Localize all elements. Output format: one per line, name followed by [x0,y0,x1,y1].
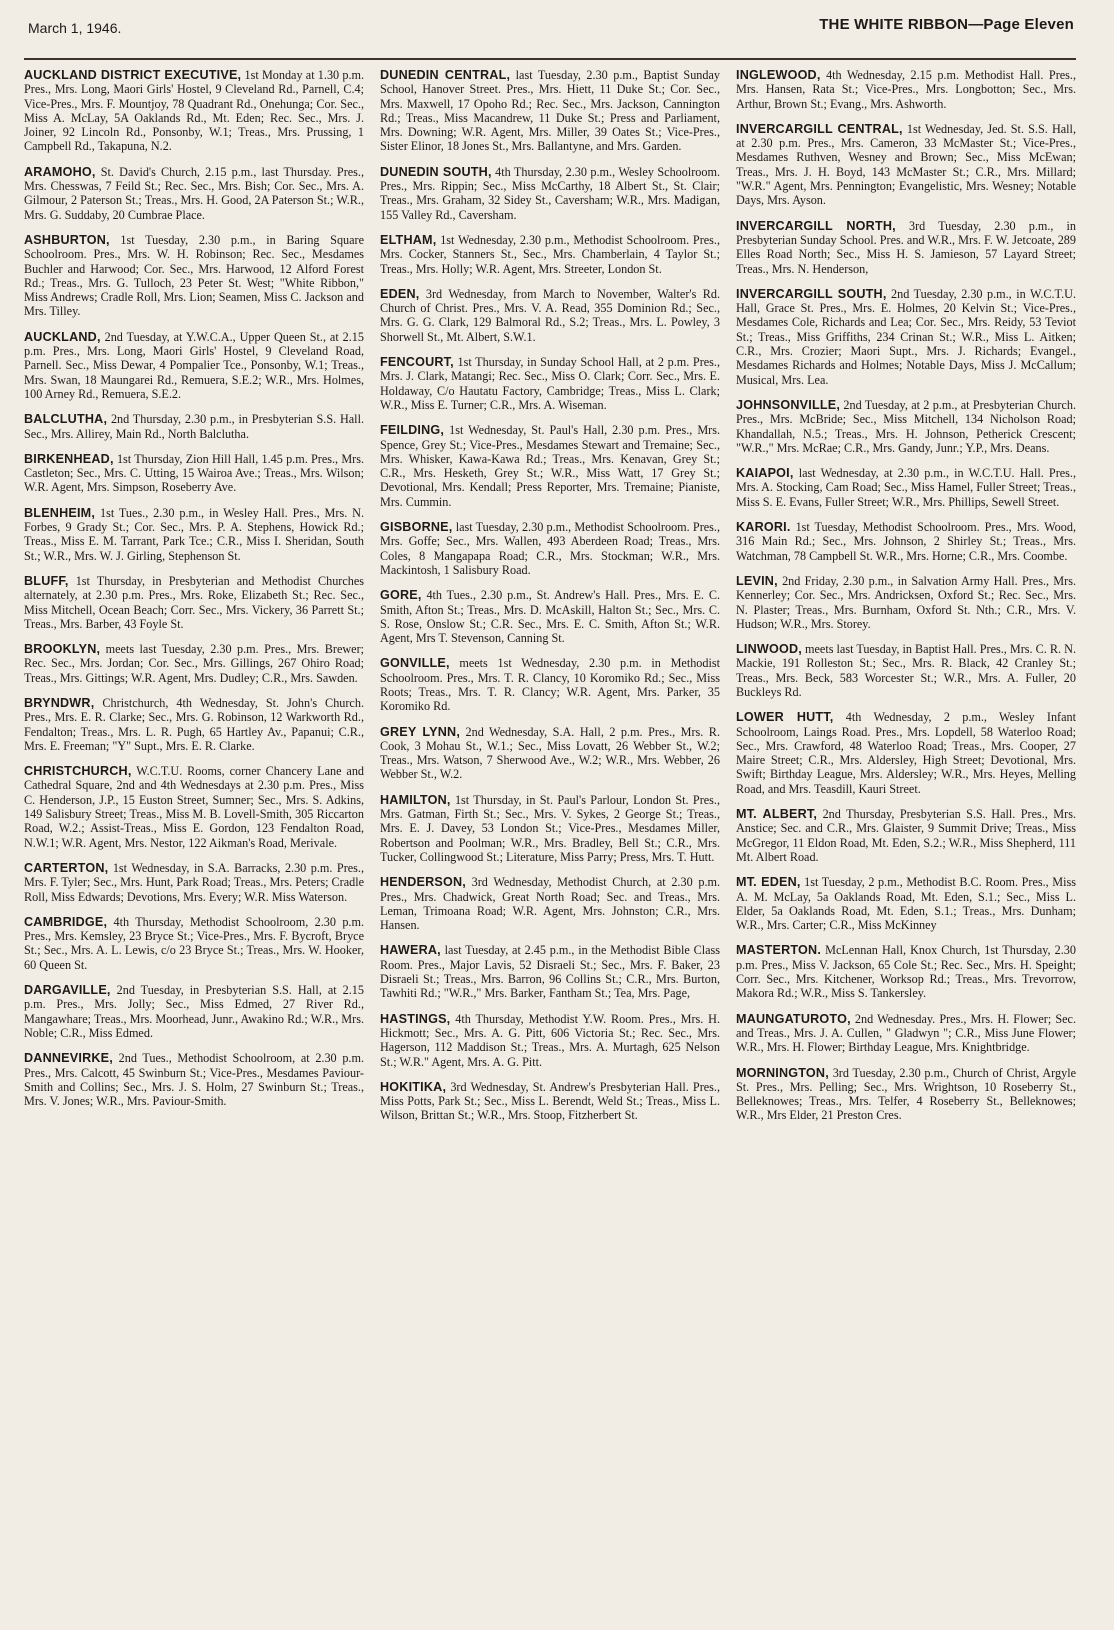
branch-entry [736,122,1076,208]
branch-entry [736,943,1076,1000]
branch-details: 3rd Wednesday, Methodist Church, at 2.30 p.m. Pres., Mrs. Chadwick, Great North Road; Sec. and Treas., Mrs. Leman, Trimoana Road; W.R. Agent, Mrs. Johnston; C.R., Mrs. Hansen. [380,875,720,933]
branch-details: 4th Thursday, Methodist Y.W. Room. Pres., Mrs. H. Hickmott; Sec., Mrs. A. G. Pitt, 606 Victoria St.; Rec. Sec., Mrs. Hagerson, 112 Maddison St.; Treas., Mrs. A. Murtagh, 625 Nelson St.; W.R." Agent, Mrs. A. G. Pitt. [380,1011,720,1069]
branch-name: DANNEVIRKE, [24,1051,113,1066]
branch-name: BLENHEIM, [24,505,96,520]
branch-name: LINWOOD, [736,642,802,657]
branch-details: last Tuesday, at 2.45 p.m., in the Methodist Bible Class Room. Pres., Major Lavis, 52 Disraeli St.; Sec., Mrs. F. Baker, 23 Disraeli St.; Treas., Mrs. Barron, 96 Collins St.; C.R., Mrs. Burton, Tawhiti Rd.; "W.R.," Mrs. Barker, Fantham St.; Tea, Mrs. Page, [380,943,720,1001]
branch-details: meets last Tuesday, 2.30 p.m. Pres., Mrs. Brewer; Rec. Sec., Mrs. Jordan; Cor. Sec., Mrs. Gillings, 267 Ohiro Road; Treas., Mrs. Gittings; W.R. Agent, Mrs. Dudley; C.R., Mrs. Sawden. [24,642,364,685]
branch-name: BALCLUTHA, [24,412,108,427]
branch-name: FEILDING, [380,423,445,438]
branch-details: meets last Tuesday, in Baptist Hall. Pres., Mrs. C. R. N. Mackie, 191 Rolleston St.; Sec., Mrs. R. Black, 42 Cranley St.; Treas., Mrs. Beck, 583 Worcester St.; W.R., Mrs. A. Fuller, 20 Buckleys Rd. [736,642,1076,699]
branch-name: HAWERA, [380,943,441,958]
branch-name: MT. ALBERT, [736,807,818,822]
branch-name: BROOKLYN, [24,642,101,657]
branch-entry [380,233,720,276]
branch-details: 2nd Thursday, Presbyterian S.S. Hall. Pres., Mrs. Anstice; Sec. and C.R., Mrs. Glaister, 9 Summit Drive; Treas., Miss McGregor, 11 Eldon Road, Mt. Eden, S.2.; W.R., Miss Shepherd, 111 Mt. Albert Road. [736,807,1076,864]
branch-name: DUNEDIN CENTRAL, [380,68,511,82]
branch-name: FENCOURT, [380,355,454,370]
branch-details: 1st Wednesday, Jed. St. S.S. Hall, at 2.30 p.m. Pres., Mrs. Cameron, 33 McMaster St.; Vice-Pres., Mesdames Ruthven, Wesney and Brown; Sec., Miss McEwan; Treas., Mrs. J. H. Boyd, 143 McMaster St.; C.R., Mrs. Millard; "W.R." Agent, Mrs. Pennington; Evangelistic, Mrs. Wesney; Notable Days, Mrs. Ayson. [736,121,1076,208]
branch-entry [24,764,364,850]
branch-details: Christchurch, 4th Wednesday, St. John's Church. Pres., Mrs. E. R. Clarke; Sec., Mrs. G. Robinson, 12 Warkworth Rd., Fendalton; Treas., Mrs. L. R. Pugh, 65 Hartley Av., Papanui; C.R., Mrs. E. Freeman; "Y" Supt., Mrs. E. R. Clarke. [24,695,364,753]
branch-entry [736,710,1076,796]
branch-details: 2nd Friday, 2.30 p.m., in Salvation Army Hall. Pres., Mrs. Kennerley; Cor. Sec., Mrs. Andricksen, Oxford St.; Rec. Sec., Mrs. N. Plaster; Treas., Mrs. Burnham, Oxford St. Nth.; C.R., Mrs. V. Hudson; W.R., Mrs. Storey. [736,573,1076,631]
branch-entry [380,68,720,154]
branch-entry [736,875,1076,932]
branch-entry [736,466,1076,509]
branch-entry [380,793,720,864]
branch-name: CARTERTON, [24,860,109,875]
branch-name: ASHBURTON, [24,232,110,247]
column-3 [736,68,1076,1618]
branch-name: ARAMOHO, [24,164,96,179]
branch-name: DARGAVILLE, [24,983,111,998]
branch-name: EDEN, [380,286,420,301]
branch-entry [736,398,1076,455]
branch-entry [380,875,720,932]
branch-details: 1st Monday at 1.30 p.m. Pres., Mrs. Long, Maori Girls' Hostel, 9 Cleveland Rd., Parnell, C.4; Vice-Pres., Mrs. F. Mountjoy, 78 Quadrant Rd., Onehunga; Cor. Sec., Miss A. McLay, 5A Oaklands Rd., Mt. Eden; Rec. Sec., Mrs. J. Joiner, 92 Lincoln Rd., Ponsonby, W.1; Treas., Mrs. Prussing, 1 Campbell Rd., Takapuna, N.2. [24,68,364,154]
branch-entry [24,412,364,441]
branch-entry [24,506,364,563]
branch-entry [24,696,364,753]
branch-details: 3rd Tuesday, 2.30 p.m., Church of Christ, Argyle St. Pres., Mrs. Pelling; Sec., Mrs. Wrightson, 10 Roseberry St., Belleknowes; Treas., Mrs. Telfer, 4 Roseberry St., Belleknowes; W.R., Mrs Elder, 21 Preston Cres. [736,1065,1076,1123]
branch-entry [736,807,1076,864]
branch-details: 3rd Tuesday, 2.30 p.m., in Presbyterian Sunday School. Pres. and W.R., Mrs. F. W. Jetcoate, 289 Elles Road North; Sec., Miss H. S. Jamieson, 57 Layard Street; Treas., Mrs. N. Henderson, [736,218,1076,276]
branch-entry [380,1080,720,1123]
branch-name: BIRKENHEAD, [24,451,114,466]
publication-title: THE WHITE RIBBON—Page Eleven [819,16,1074,33]
branch-name: MASTERTON. [736,943,822,958]
branch-entry [736,1012,1076,1055]
branch-details: 2nd Tues., Methodist Schoolroom, at 2.30 p.m. Pres., Mrs. Calcott, 45 Swinburn St.; Vice-Pres., Mesdames Paviour-Smith and Collins; Sec., Mrs. J. S. Holm, 27 Swinburn St.; Treas., Mrs. V. Jones; W.R., Mrs. Paviour-Smith. [24,1051,364,1109]
branch-name: CAMBRIDGE, [24,914,108,929]
branch-details: 2nd Tuesday, 2.30 p.m., in W.C.T.U. Hall, Grace St. Pres., Mrs. E. Holmes, 20 Kelvin St.; Vice-Pres., Mesdames Cole, Richards and Lea; Cor. Sec., Mrs. Reidy, 53 Teviot St.; Treas., Miss Griffiths, 234 Crinan St.; W.R., Miss L. Aitken; C.R., Mrs. Crozier; Maori Supt., Mrs. J. Richards; Evangel., Mesdames Richards and Holmes; Notable Days, Miss J. McCallum; Musical, Mrs. Lea. [736,286,1076,387]
branch-details: 4th Tues., 2.30 p.m., St. Andrew's Hall. Pres., Mrs. E. C. Smith, Afton St.; Treas., Mrs. D. McAskill, Halton St.; Sec., Mrs. C. S. Rose, Onslow St.; C.R. Sec., Mrs. E. C. Smith, Afton St.; W.R. Agent, Mrs T. Stevenson, Canning St. [380,588,720,646]
branch-details: 1st Thursday, in St. Paul's Parlour, London St. Pres., Mrs. Gatman, Firth St.; Sec., Mrs. V. Sykes, 2 George St.; Treas., Mrs. E. J. Davey, 53 London St.; Vice-Pres., Mesdames Miller, Robertson and Poolman; W.R., Mrs. Bradley, Bell St.; C.R., Mrs. Tucker, Collingwood St.; Literature, Miss Parry; Press, Mrs. T. Hutt. [380,792,720,864]
branch-entry [380,355,720,412]
branch-details: McLennan Hall, Knox Church, 1st Thursday, 2.30 p.m. Pres., Miss V. Jackson, 65 Cole St.; Rec. Sec., Mrs. H. Speight; Corr. Sec., Mrs. Kitchener, Worksop Rd.; Treas., Mrs. Trevorrow, Makora Rd.; W.R., Miss S. Tankersley. [736,943,1076,1001]
branch-entry [24,330,364,401]
branch-name: INVERCARGILL CENTRAL, [736,121,903,136]
branch-details: 2nd Tuesday, in Presbyterian S.S. Hall, at 2.15 p.m. Pres., Mrs. Jolly; Sec., Miss Edmed, 27 River Rd., Mangawhare; Treas., Mrs. Moorhead, Junr., Awakino Rd.; W.R., Mrs. Noble; C.R., Miss Edmed. [24,983,364,1040]
branch-details: 4th Thursday, Methodist Schoolroom, 2.30 p.m. Pres., Mrs. Kemsley, 23 Bryce St.; Vice-Pres., Mrs. F. Bycroft, Bryce St.; Sec., Mrs. A. L. Lewis, c/o 23 Bryce St.; Treas., Mrs. W. Hooker, 60 Queen St. [24,914,364,972]
branch-name: MT. EDEN, [736,875,801,890]
page-header [28,14,1074,50]
branch-entry [736,68,1076,111]
branch-details: 1st Wednesday, St. Paul's Hall, 2.30 p.m. Pres., Mrs. Spence, Grey St.; Vice-Pres., Mesdames Stewart and Tremaine; Sec., Mrs. Whisker, Kawa-Kawa Rd.; Treas., Mrs. Kenavan, Grey St.; C.R., Mrs. Hesketh, Grey St.; W.R., Miss Watt, 17 Grey St.; Devotional, Mrs. Kendall; Press Reporter, Mrs. Tremaine; Pianiste, Mrs. Cummin. [380,423,720,509]
branch-entry [24,642,364,685]
branch-name: BLUFF, [24,573,69,588]
branch-name: GORE, [380,588,422,603]
branch-entry [736,1066,1076,1123]
branch-entry [736,642,1076,699]
branch-details: 3rd Wednesday, from March to November, Walter's Rd. Church of Christ. Pres., Mrs. V. A. Read, 355 Dominion Rd.; Sec., Mrs. G. G. Clark, 129 Balmoral Rd., S.2; Treas., Mrs. L. Powley, 3 Shorwell St., Mt. Albert, S.W.1. [380,286,720,344]
branch-details: meets 1st Wednesday, 2.30 p.m. in Methodist Schoolroom. Pres., Mrs. T. R. Clancy, 10 Koromiko Rd.; Sec., Miss Roots; Treas., Mrs. T. R. Clancy; W.R. Agent, Mrs. Parker, 35 Koromiko Rd. [380,656,720,714]
branch-name: INVERCARGILL SOUTH, [736,286,887,301]
branch-name: HOKITIKA, [380,1079,447,1094]
column-1 [24,68,364,1618]
branch-name: GREY LYNN, [380,724,461,739]
branch-name: CHRISTCHURCH, [24,764,132,779]
branch-entry [380,1012,720,1069]
branch-details: 2nd Tuesday, at Y.W.C.A., Upper Queen St., at 2.15 p.m. Pres., Mrs. Long, Maori Girls' Hostel, 9 Cleveland Road, Parnell. Sec., Miss Dewar, 4 Pompalier Tce., Ponsonby, W.1; Treas., Mrs. Swan, 18 Maungarei Rd., Remuera, S.E.2; W.R., Mrs. Holmes, 100 Arney Rd., Remuera, S.E.2. [24,329,364,401]
branch-details: 2nd Wednesday. Pres., Mrs. H. Flower; Sec. and Treas., Mrs. J. A. Cullen, " Gladwyn "; C.R., Miss June Flower; W.R., Mrs. H. Flower; Birthday League, Mrs. Knightbridge. [736,1011,1076,1055]
branch-entry [380,943,720,1000]
branch-details: 1st Thursday, in Sunday School Hall, at 2 p.m. Pres., Mrs. J. Clark, Matangi; Rec. Sec., Miss O. Clark; Corr. Sec., Mrs. E. Holdaway, C/o Hautatu Factory, Cambridge; Treas., Miss L. Clark; W.R., Miss E. Turner; C.R., Mrs. A. Wiseman. [380,355,720,412]
branch-details: 4th Wednesday, 2 p.m., Wesley Infant Schoolroom, Laings Road. Pres., Mrs. Lopdell, 58 Waterloo Road; Sec., Mrs. Crawford, 48 Waterloo Road; Treas., Mrs. Cooper, 27 Maire Street; C.R., Mrs. Aldersley, High Street; Devotional, Mrs. Swift; Birthday League, Mrs. Aldersley; W.R., Mrs. Heyes, Melling Road, and Mrs. Teasdill, Kauri Street. [736,710,1076,796]
branch-name: KAIAPOI, [736,466,794,481]
branch-details: 1st Thursday, Zion Hill Hall, 1.45 p.m. Pres., Mrs. Castleton; Sec., Mrs. C. Utting, 15 Wairoa Ave.; Treas., Mrs. Wilson; W.R. Agent, Mrs. Simpson, Roseberry Ave. [24,451,364,495]
branch-details: St. David's Church, 2.15 p.m., last Thursday. Pres., Mrs. Chesswas, 7 Feild St.; Rec. Sec., Mrs. Bish; Cor. Sec., Mrs. A. Gilmour, 2 Paterson St.; Treas., Mrs. H. Good, 2A Paterson St.; W.R., Mrs. G. Suddaby, 20 Cumbrae Place. [24,164,364,222]
branch-entry [736,219,1076,276]
header-rule [24,58,1076,60]
branch-entry [736,287,1076,387]
branch-entry [24,861,364,904]
branch-entry [24,165,364,222]
branch-name: INVERCARGILL NORTH, [736,218,896,233]
branch-entry [380,423,720,509]
branch-name: KARORI. [736,520,791,535]
branch-name: MAUNGATUROTO, [736,1011,851,1026]
branch-name: DUNEDIN SOUTH, [380,164,492,179]
branch-entry [24,233,364,319]
branch-details: 1st Wednesday, 2.30 p.m., Methodist Schoolroom. Pres., Mrs. Cocker, Stanners St., Sec., Mrs. Chamberlain, 4 Taylor St.; Treas., Mrs. Holly; W.R. Agent, Mrs. Streeter, London St. [380,232,720,276]
branch-directory [24,68,1076,1618]
branch-name: HENDERSON, [380,875,466,890]
branch-details: 4th Thursday, 2.30 p.m., Wesley Schoolroom. Pres., Mrs. Rippin; Sec., Miss McCarthy, 18 Albert St., St. Clair; Treas., Mrs. Graham, 32 Sidey St., Caversham; W.R., Mrs. Madigan, 155 Valley Rd., Caversham. [380,164,720,222]
branch-name: GONVILLE, [380,656,450,671]
branch-name: LOWER HUTT, [736,710,834,725]
branch-name: HAMILTON, [380,792,451,807]
branch-entry [24,574,364,631]
issue-date: March 1, 1946. [28,20,122,36]
branch-entry [380,287,720,344]
branch-name: AUCKLAND DISTRICT EXECUTIVE, [24,68,242,82]
branch-details: 2nd Thursday, 2.30 p.m., in Presbyterian S.S. Hall. Sec., Mrs. Allirey, Main Rd., North Balclutha. [24,412,364,441]
branch-details: 1st Tuesday, Methodist Schoolroom. Pres., Mrs. Wood, 316 Main Rd.; Sec., Mrs. Johnson, 2 Shirley St.; Treas., Mrs. Watchman, 78 Campbell St. W.R., Mrs. Horne; C.R., Mrs. Coombe. [736,520,1076,563]
branch-name: JOHNSONVILLE, [736,397,841,412]
branch-entry [380,725,720,782]
branch-entry [380,165,720,222]
branch-name: ELTHAM, [380,232,437,247]
branch-details: last Wednesday, at 2.30 p.m., in W.C.T.U. Hall. Pres., Mrs. A. Stocking, Cam Road; Sec., Miss Hamel, Fuller Street; Treas., Miss S. E. Evans, Fuller Street; W.R., Mrs. Phillips, Sewell Street. [736,466,1076,509]
branch-details: 1st Thursday, in Presbyterian and Methodist Churches alternately, at 2.30 p.m. Pres., Mrs. Roke, Elizabeth St.; Rec. Sec., Miss Mitchell, Ocean Beach; Corr. Sec., Mrs. Vickery, 36 Parrett St.; Treas., Mrs. Barber, 43 Foyle St. [24,573,364,631]
branch-details: last Tuesday, 2.30 p.m., Baptist Sunday School, Hanover Street. Pres., Mrs. Hiett, 11 Duke St.; Cor. Sec., Mrs. Maxwell, 17 Opoho Rd.; Rec. Sec., Mrs. Jackson, Cannington Rd.; Treas., Miss Macandrew, 11 Duke St.; Press and Parliament, Mrs. Downing; W.R. Agent, Mrs. Miller, 39 Oates St.; Vice-Pres., Sister Elinor, 18 Jones St., Mrs. Ballantyne, and Mrs. Garden. [380,68,720,154]
branch-entry [380,520,720,577]
branch-entry [24,983,364,1040]
column-2 [380,68,720,1618]
branch-name: BRYNDWR, [24,695,95,710]
branch-entry [24,68,364,154]
branch-entry [380,588,720,645]
branch-entry [24,915,364,972]
branch-name: GISBORNE, [380,520,453,535]
branch-details: 3rd Wednesday, St. Andrew's Presbyterian Hall. Pres., Miss Potts, Park St.; Sec., Miss L. Berendt, Weld St.; Treas., Miss L. Wilson, Brittan St.; W.R., Mrs. Stoop, Fitzherbert St. [380,1079,720,1123]
branch-name: HASTINGS, [380,1011,451,1026]
branch-details: 1st Wednesday, in S.A. Barracks, 2.30 p.m. Pres., Mrs. F. Tyler; Sec., Mrs. Hunt, Park Road; Treas., Mrs. Peters; Cradle Roll, Miss Edwards; Devotions, Mrs. Every; W.R. Miss Waterson. [24,860,364,904]
branch-entry [736,574,1076,631]
branch-name: MORNINGTON, [736,1065,829,1080]
branch-entry [736,520,1076,563]
branch-details: W.C.T.U. Rooms, corner Chancery Lane and Cathedral Square, 2nd and 4th Wednesdays at 2.30 p.m. Pres., Miss C. Henderson, J.P., 15 Euston Street, Sumner; Sec., Mrs. S. Adkins, 149 Salisbury Street; Treas., Miss M. B. Lovell-Smith, 305 Riccarton Road, W.2.; Assist-Treas., Miss E. Gordon, 123 Fendalton Road, N.W.1; W.R. Agent, Mrs. Nestor, 122 Aikman's Road, Merivale. [24,764,364,850]
branch-details: 2nd Wednesday, S.A. Hall, 2 p.m. Pres., Mrs. R. Cook, 3 Mohau St., W.1.; Sec., Miss Lovatt, 26 Webber St., W.2; Treas., Mrs. Watson, 7 Sherwood Ave., W.2; W.R., Mrs. Webber, 26 Webber St., W.2. [380,724,720,782]
branch-entry [380,656,720,713]
branch-entry [24,1051,364,1108]
branch-details: 1st Tues., 2.30 p.m., in Wesley Hall. Pres., Mrs. N. Forbes, 9 Grady St.; Cor. Sec., Mrs. P. A. Stephens, Howick Rd.; Treas., Miss E. M. Tarrant, Park Tce.; C.R., Miss I. Sheridan, South St.; W.R., Mrs. W. J. Girling, Stephenson St. [24,505,364,563]
branch-details: 1st Tuesday, 2 p.m., Methodist B.C. Room. Pres., Miss A. M. McLay, 5a Oaklands Road, Mt. Eden, S.1.; Sec., Miss L. Elder, 5a Oaklands Road, Mt. Eden, S.1.; Treas., Mrs. Dunham; W.R., Mrs. Carter; C.R., Miss McKinney [736,875,1076,933]
branch-details: 2nd Tuesday, at 2 p.m., at Presbyterian Church. Pres., Mrs. McBride; Sec., Miss Mitchell, 134 Nicholson Road; Khandallah, N.5.; Treas., Mrs. H. Johnson, Petherick Crescent; "W.R.," Mrs. McRae; C.R., Mrs. Gandy, Junr.; Y.P., Mrs. Deans. [736,397,1076,455]
branch-entry [24,452,364,495]
branch-details: last Tuesday, 2.30 p.m., Methodist Schoolroom. Pres., Mrs. Goffe; Sec., Mrs. Wallen, 493 Aberdeen Road; Treas., Mrs. Coles, 8 Mangapapa Road; C.R., Mrs. Stockman; W.R., Mrs. Mackintosh, 1 Salisbury Road. [380,520,720,577]
branch-name: INGLEWOOD, [736,68,821,82]
branch-name: LEVIN, [736,573,778,588]
branch-name: AUCKLAND, [24,329,101,344]
branch-details: 1st Tuesday, 2.30 p.m., in Baring Square Schoolroom. Pres., Mrs. W. H. Robinson; Rec. Sec., Mesdames Buchler and Harwood; Cor. Sec., Mrs. Harwood, 12 Alford Forest Rd.; Treas., Mrs. G. Tulloch, 23 Peter St. West; "White Ribbon," Miss Andrews; Cradle Roll, Mrs. Lion; Seamen, Miss C. Jackson and Mrs. Tilley. [24,232,364,319]
branch-details: 4th Wednesday, 2.15 p.m. Methodist Hall. Pres., Mrs. Hansen, Rata St.; Vice-Pres., Mrs. Longbotton; Sec., Mrs. Arthur, Brown St.; Evang., Mrs. Ashworth. [736,68,1076,111]
